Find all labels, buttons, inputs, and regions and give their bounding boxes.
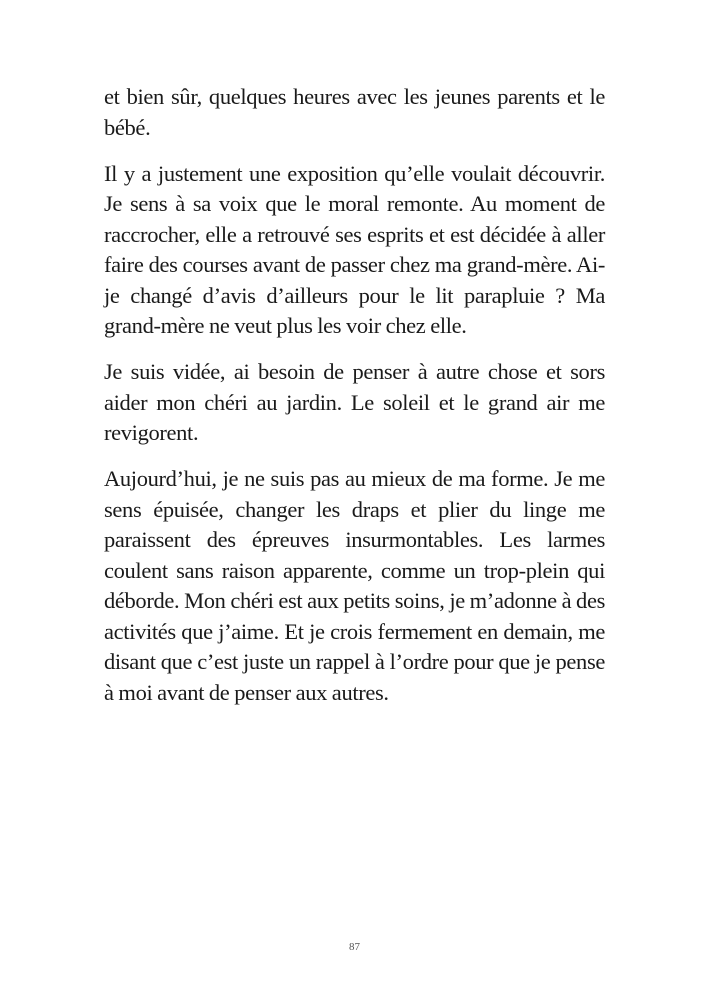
paragraph-3: Je suis vidée, ai besoin de penser à autre chose et sors aider mon chéri au jardin. Le soleil et le grand air me revigorent. [104,359,605,445]
body-text [104,82,605,724]
page-number: 87 [349,941,360,953]
paragraph-1: et bien sûr, quelques heures avec les jeunes parents et le bébé. [104,84,605,140]
paragraph-4: Aujourd’hui, je ne suis pas au mieux de ma forme. Je me sens épuisée, changer les draps et plier du linge me paraissent des épreuves insurmontables. Les larmes coulent sans raison apparente, comme un trop-plein qui déborde. Mon chéri est aux petits soins, je m’adonne à des activités que j’aime. Et je crois fermement en demain, me disant que c’est juste un rappel à l’ordre pour que je pense à moi avant de penser aux autres. [104,466,605,705]
paragraph-2: Il y a justement une exposition qu’elle voulait découvrir. Je sens à sa voix que le moral remonte. Au moment de raccrocher, elle a retrouvé ses esprits et est décidée à aller faire des courses avant de passer chez ma grand-mère. Ai-je changé d’avis d’ailleurs pour le lit parapluie ? Ma grand-mère ne veut plus les voir chez elle. [104,160,605,338]
